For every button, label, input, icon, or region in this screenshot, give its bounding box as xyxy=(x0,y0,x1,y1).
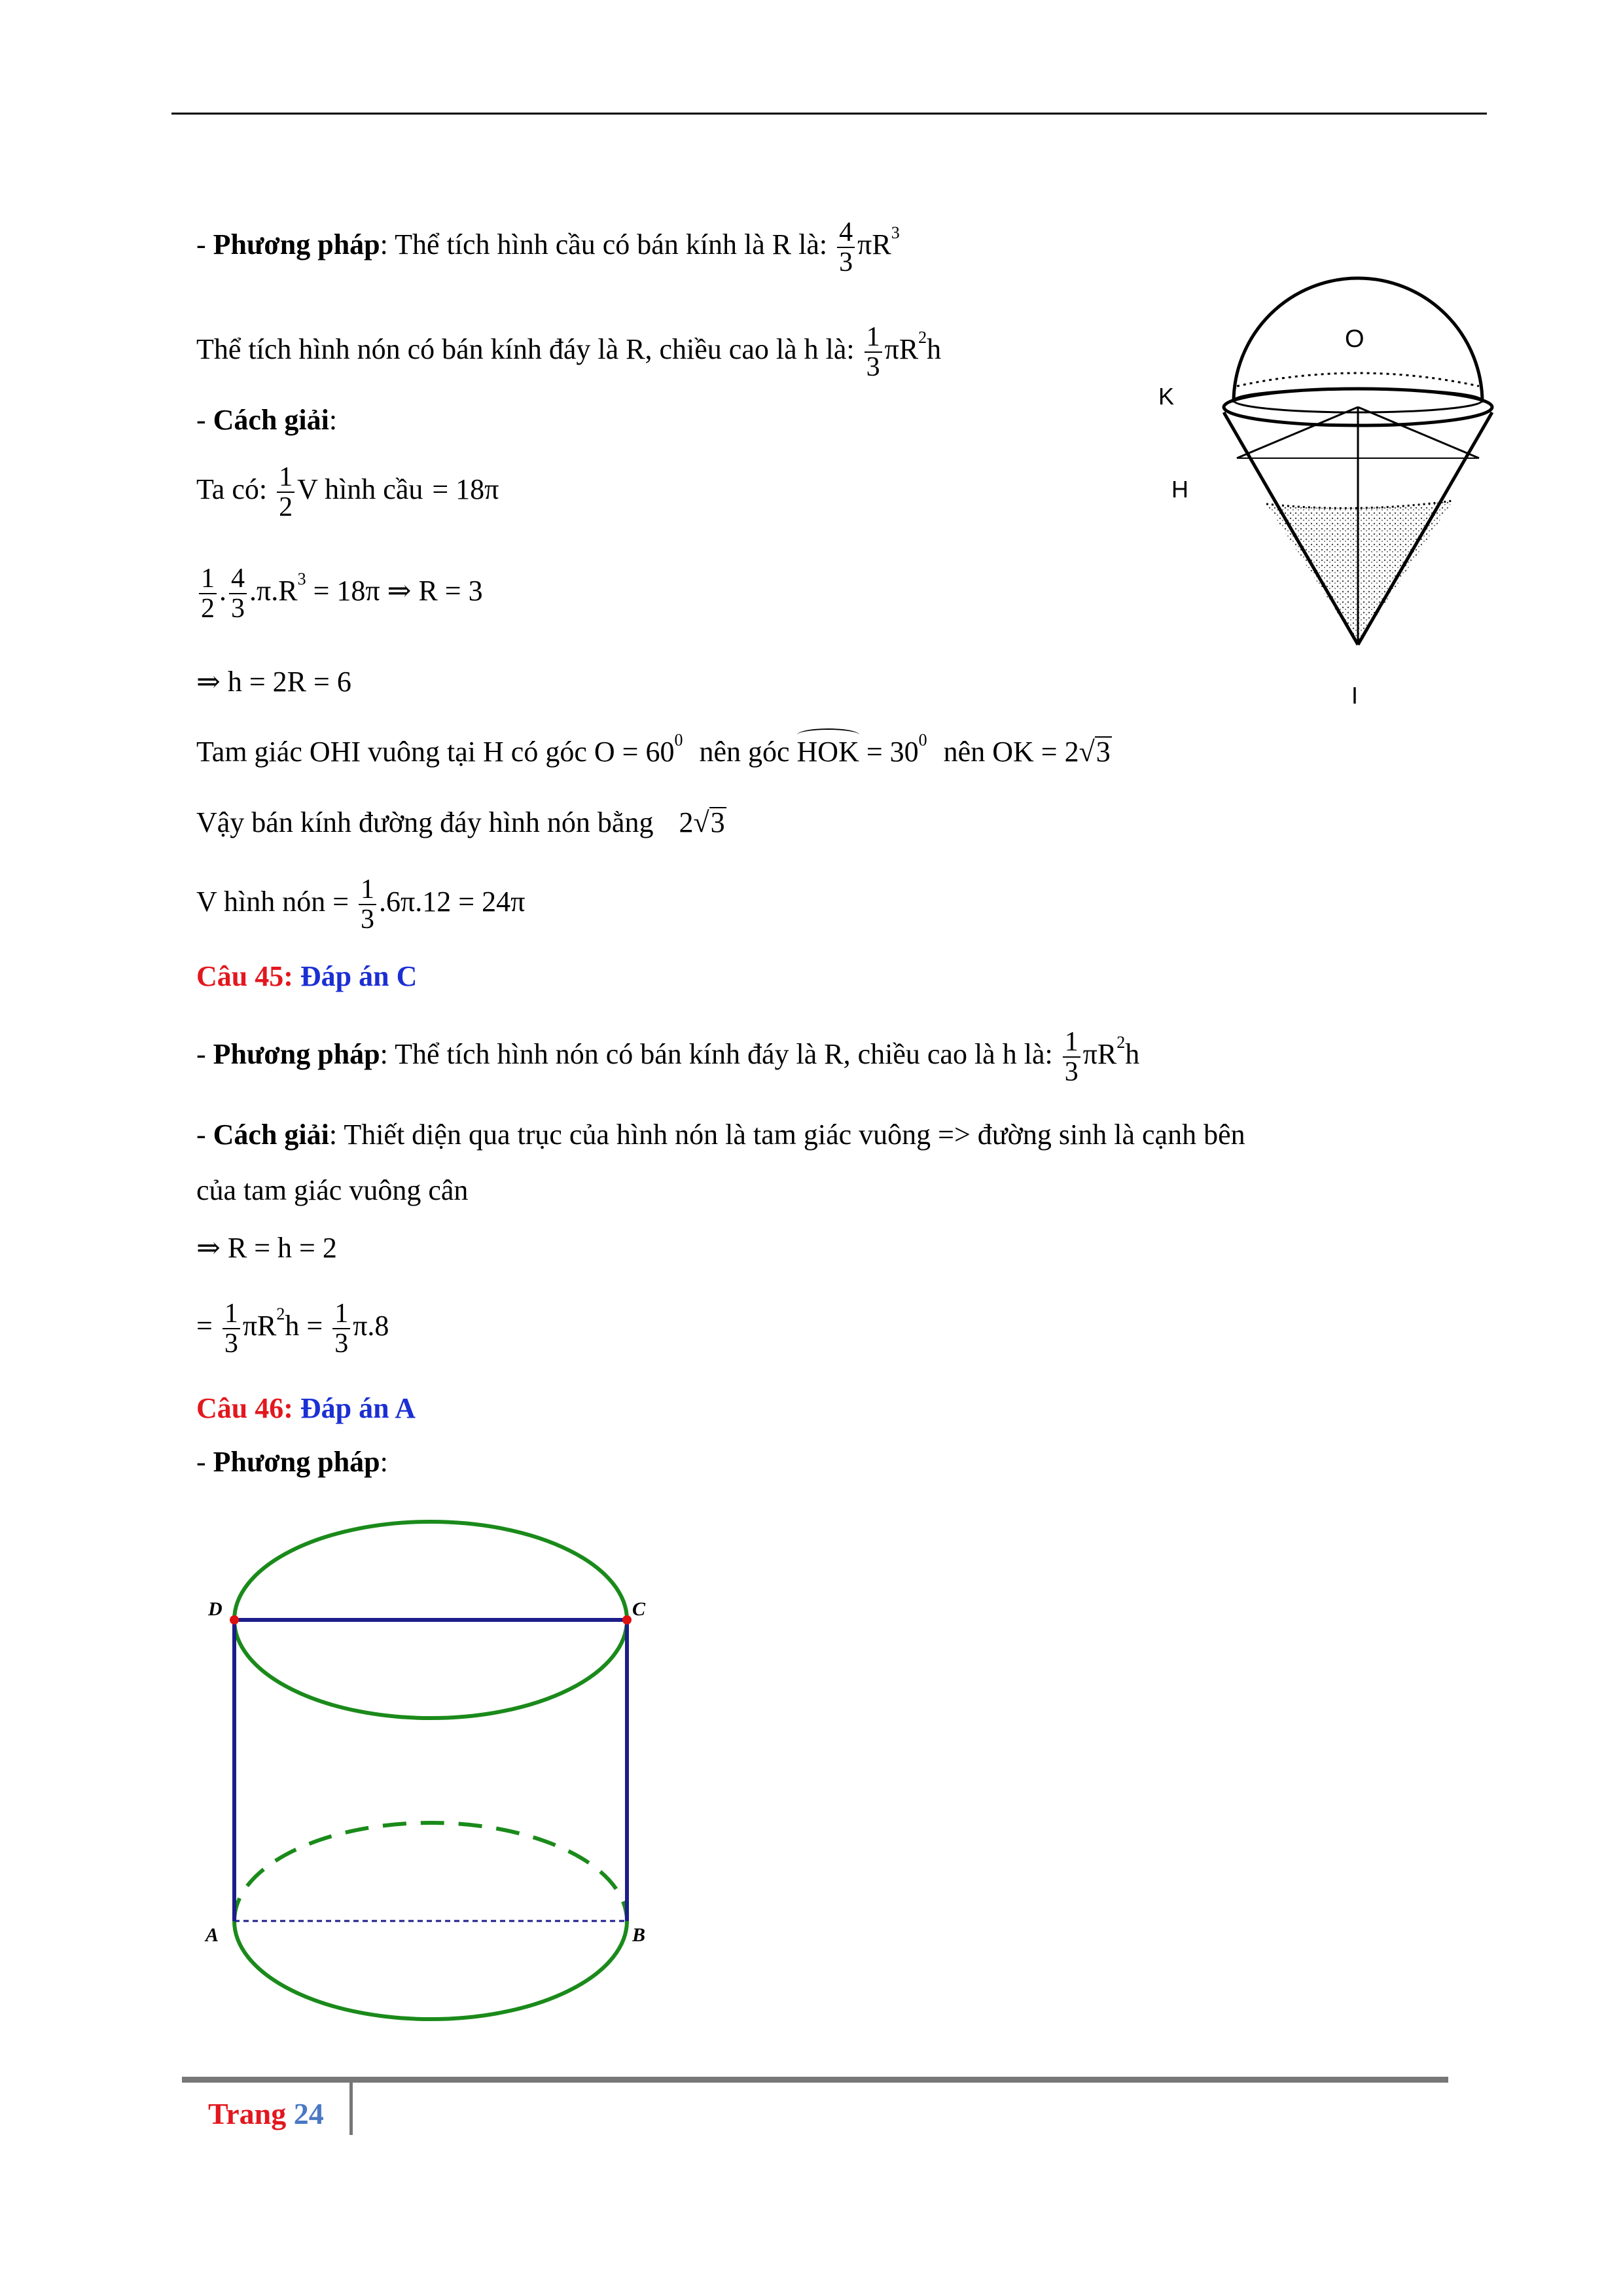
ta-co-line: Ta có: $\frac{1}{2}$ V hình cầu = 18π xyxy=(196,462,499,523)
sphere-method-line: - Phương pháp: Thể tích hình cầu có bán kính là R là: $\frac{4}{3}$ $\pi R^3$ xyxy=(196,217,900,278)
solution-label-line: - Cách giải: xyxy=(196,404,338,436)
triangle-line: Tam giác OHI vuông tại H có góc $O = 60^0$ nên góc HOK = $30^0$ nên OK = 2√3 xyxy=(196,730,1111,768)
height-line: ⇒ h = 2R = 6 xyxy=(196,666,351,698)
frac-4-3b: $\frac{4}{3}$ xyxy=(229,564,247,623)
label-K: K xyxy=(1158,383,1175,410)
q45-volume-line: = $\frac{1}{3}$ $\pi R^2h$ = $\frac{1}{3}$ π.8 xyxy=(196,1299,389,1359)
cylinder-figure xyxy=(196,1512,668,2022)
triangle-text-b: nên góc xyxy=(699,736,790,768)
label-A: A xyxy=(205,1924,219,1946)
q45-solution-line2 xyxy=(196,1176,468,1205)
label-D: D xyxy=(208,1598,223,1620)
frac-1-3f: $\frac{1}{3}$ xyxy=(332,1299,350,1358)
method-label-3: Phương pháp xyxy=(213,1446,380,1478)
method-label: Phương pháp xyxy=(213,228,380,261)
q45-method-line: - Phương pháp: Thể tích hình nón có bán kính đáy là R, chiều cao là h là: $\frac{1}{3}$ $\pi R^2h$ xyxy=(196,1027,1140,1088)
frac-1-3d: $\frac{1}{3}$ xyxy=(1063,1028,1080,1086)
triangle-text-c: nên xyxy=(943,736,986,768)
question-45-heading xyxy=(196,962,417,991)
footer-rule xyxy=(182,2077,1448,2083)
formula-1-3: $\frac{1}{3}$ xyxy=(865,323,882,382)
label-I: I xyxy=(1351,682,1359,709)
q45-solution-text-1: Thiết diện qua trục của hình nón là tam giác vuông => đường sinh là cạnh bên xyxy=(344,1119,1245,1151)
q45-answer: Đáp án C xyxy=(300,960,418,992)
solution-label: Cách giải xyxy=(213,404,329,436)
header-rule xyxy=(171,113,1487,115)
q46-method-line: - Phương pháp: xyxy=(196,1446,388,1478)
footer-divider xyxy=(349,2083,353,2135)
cone-volume-result-line: V hình nón = $\frac{1}{3}$ .6π.12 = 24π xyxy=(196,874,526,935)
triangle-text-a: Tam giác OHI vuông tại H có góc xyxy=(196,736,587,768)
frac-1-3e: $\frac{1}{3}$ xyxy=(223,1299,240,1358)
label-H: H xyxy=(1171,476,1188,503)
q45-solution-text-2: của tam giác vuông cân xyxy=(196,1174,469,1206)
v-hinh-non: V hình nón xyxy=(196,886,326,918)
frac-1-2b: $\frac{1}{2}$ xyxy=(199,564,217,623)
cone-volume-text-2: Thể tích hình nón có bán kính đáy là R, chiều cao là h là: xyxy=(395,1038,1053,1071)
footer-page-number: 24 xyxy=(293,2097,324,2130)
radius-conclusion-text: Vậy bán kính đường đáy hình nón bằng xyxy=(196,806,654,838)
question-46-heading xyxy=(196,1394,416,1423)
label-O: O xyxy=(1345,325,1364,353)
q46-label: Câu 46: xyxy=(196,1392,293,1424)
frac-1-2: $\frac{1}{2}$ xyxy=(277,463,294,522)
page-footer xyxy=(208,2096,324,2131)
hemisphere-cone-figure xyxy=(1158,255,1551,713)
cone-volume-text: Thể tích hình nón có bán kính đáy là R, chiều cao là h là: xyxy=(196,333,855,366)
footer-label: Trang xyxy=(208,2097,287,2130)
ta-co-text: Ta có: xyxy=(196,473,268,506)
solution-label-2: Cách giải xyxy=(213,1119,329,1151)
method-label-2: Phương pháp xyxy=(213,1038,380,1071)
sphere-method-text: Thể tích hình cầu có bán kính là R là: xyxy=(395,228,828,261)
q45-label: Câu 45: xyxy=(196,960,293,992)
cone-volume-line: Thể tích hình nón có bán kính đáy là R, chiều cao là h là: $\frac{1}{3}$ $\pi R^2h$ xyxy=(196,322,942,383)
radius-calc-line: $\frac{1}{2}$ . $\frac{4}{3}$ $.\pi.R^3 = 18\pi$ ⇒ R = 3 xyxy=(196,564,483,623)
radius-conclusion-line: Vậy bán kính đường đáy hình nón bằng 2√3 xyxy=(196,806,725,838)
v-hinh-cau: V hình cầu xyxy=(297,473,423,506)
formula-4-3: $\frac{4}{3}$ xyxy=(837,218,855,277)
q45-rh-line: ⇒ R = h = 2 xyxy=(196,1232,337,1264)
q45-solution-line1: - Cách giải: Thiết diện qua trục của hình nón là tam giác vuông => đường sinh là cạnh bên xyxy=(196,1119,1245,1151)
q46-answer: Đáp án A xyxy=(300,1392,416,1424)
label-B: B xyxy=(632,1924,646,1946)
label-C: C xyxy=(632,1598,646,1620)
frac-1-3c: $\frac{1}{3}$ xyxy=(359,875,376,934)
